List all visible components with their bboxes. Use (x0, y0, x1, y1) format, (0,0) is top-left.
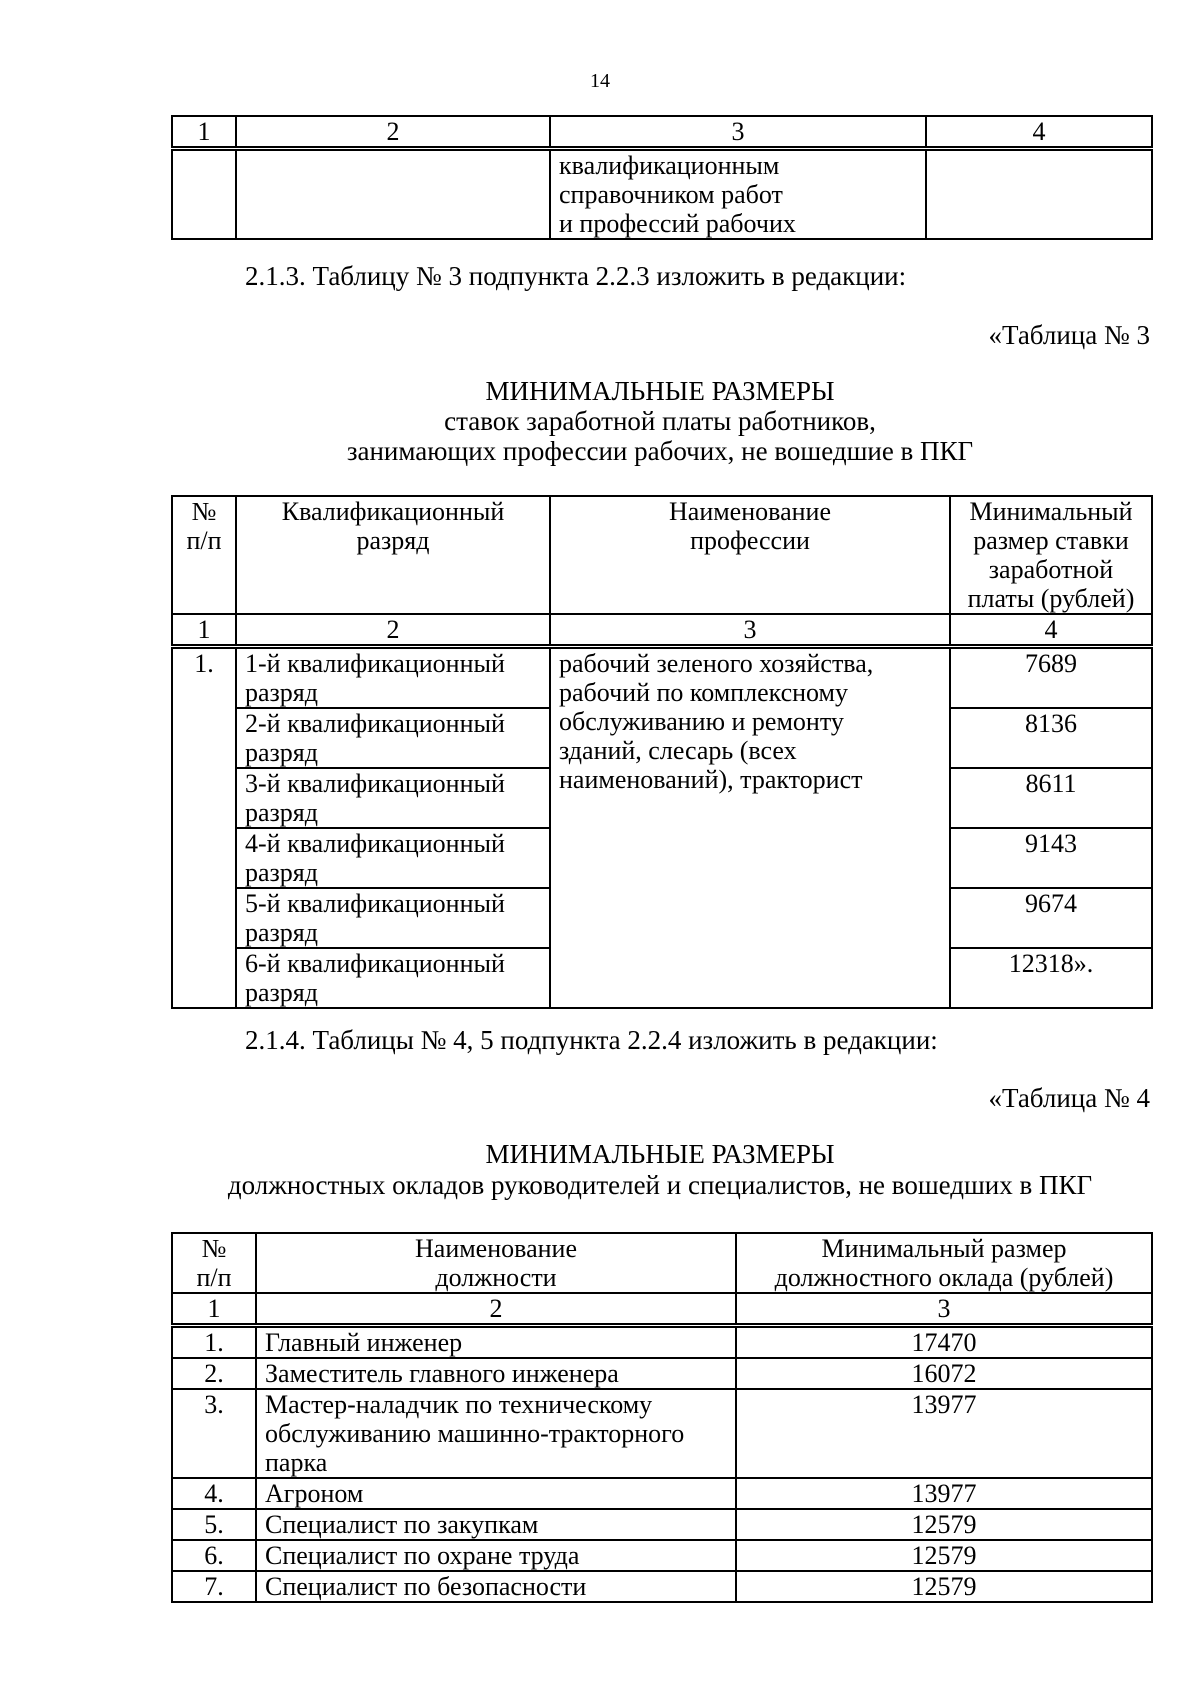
position-cell: Заместитель главного инженера (256, 1358, 736, 1389)
grade-line: разряд (245, 798, 318, 827)
col-number-cell: 2 (256, 1293, 736, 1326)
header-salary (736, 1233, 1152, 1293)
table-4 (171, 1232, 1153, 1603)
header-line: Минимальный (969, 497, 1133, 526)
header-line: № (191, 497, 217, 526)
col-number-cell: 3 (736, 1293, 1152, 1326)
salary-cell: 17470 (736, 1326, 1152, 1359)
rate-cell: 12318». (950, 948, 1152, 1008)
grade-line: 5-й квалификационный (245, 889, 505, 918)
profession-line: обслуживанию и ремонту (559, 707, 844, 736)
position-line: Мастер-наладчик по техническому (265, 1390, 653, 1419)
col-number-cell: 3 (550, 614, 950, 647)
position-cell (256, 1389, 736, 1478)
col-number-cell: 4 (926, 116, 1152, 149)
grade-cell (236, 828, 550, 888)
col-number-cell: 1 (172, 1293, 256, 1326)
rate-cell: 7689 (950, 647, 1152, 709)
header-line: должностного оклада (рублей) (774, 1263, 1114, 1292)
rate-cell: 8611 (950, 768, 1152, 828)
position-line: обслуживанию машинно-тракторного (265, 1419, 685, 1448)
empty-cell (926, 149, 1152, 240)
header-line: п/п (186, 526, 222, 555)
grade-line: разряд (245, 978, 318, 1007)
col-number-cell: 3 (550, 116, 926, 149)
cell-line: квалификационным (559, 151, 780, 180)
salary-cell: 12579 (736, 1571, 1152, 1602)
profession-cell (550, 647, 950, 1009)
table-3-label: «Таблица № 3 (988, 320, 1150, 350)
grade-line: разряд (245, 918, 318, 947)
grade-line: 2-й квалификационный (245, 709, 505, 738)
row-number-cell: 5. (172, 1509, 256, 1540)
cell-line: и профессий рабочих (559, 209, 796, 238)
position-cell: Главный инженер (256, 1326, 736, 1359)
header-line: п/п (196, 1263, 232, 1292)
paragraph-2-1-4: 2.1.4. Таблицы № 4, 5 подпункта 2.2.4 изложить в редакции: (245, 1025, 938, 1055)
header-line: Квалификационный (281, 497, 505, 526)
table-4-label: «Таблица № 4 (988, 1083, 1150, 1113)
grade-cell (236, 647, 550, 709)
header-line: № (201, 1234, 227, 1263)
row-number-cell: 1. (172, 1326, 256, 1359)
header-line: должности (435, 1263, 557, 1292)
header-rate (950, 496, 1152, 614)
empty-cell (236, 149, 550, 240)
grade-line: 1-й квалификационный (245, 649, 505, 678)
col-number-cell: 1 (172, 116, 236, 149)
cell-line: справочником работ (559, 180, 783, 209)
grade-cell (236, 708, 550, 768)
header-profession (550, 496, 950, 614)
grade-line: 4-й квалификационный (245, 829, 505, 858)
row-number-cell: 1. (172, 647, 236, 1009)
row-number-cell: 2. (172, 1358, 256, 1389)
position-cell: Специалист по безопасности (256, 1571, 736, 1602)
continuation-table (171, 115, 1153, 240)
table-4-subtitle: должностных окладов руководителей и специалистов, не вошедших в ПКГ (227, 1170, 1093, 1200)
rate-cell: 8136 (950, 708, 1152, 768)
grade-cell (236, 948, 550, 1008)
table-3-subtitle-line: занимающих профессии рабочих, не вошедшие в ПКГ (346, 436, 974, 466)
profession-line: рабочий зеленого хозяйства, (559, 649, 874, 678)
profession-line: зданий, слесарь (всех (559, 736, 797, 765)
salary-cell: 13977 (736, 1389, 1152, 1478)
header-position (256, 1233, 736, 1293)
header-line: разряд (356, 526, 430, 555)
empty-cell (172, 149, 236, 240)
row-number-cell: 7. (172, 1571, 256, 1602)
salary-cell: 12579 (736, 1540, 1152, 1571)
grade-line: разряд (245, 738, 318, 767)
paragraph-2-1-3: 2.1.3. Таблицу № 3 подпункта 2.2.3 изложить в редакции: (245, 261, 907, 291)
grade-cell (236, 768, 550, 828)
profession-line: рабочий по комплексному (559, 678, 849, 707)
col-number-cell: 4 (950, 614, 1152, 647)
grade-line: разряд (245, 858, 318, 887)
position-line: парка (265, 1448, 328, 1477)
header-line: профессии (690, 526, 810, 555)
header-line: Минимальный размер (821, 1234, 1067, 1263)
position-cell: Агроном (256, 1478, 736, 1509)
grade-cell (236, 888, 550, 948)
grade-line: 3-й квалификационный (245, 769, 505, 798)
grade-line: разряд (245, 678, 318, 707)
salary-cell: 16072 (736, 1358, 1152, 1389)
header-line: платы (рублей) (967, 584, 1135, 613)
position-cell: Специалист по охране труда (256, 1540, 736, 1571)
profession-line: наименований), тракторист (559, 765, 863, 794)
col-number-cell: 1 (172, 614, 236, 647)
header-grade (236, 496, 550, 614)
grade-line: 6-й квалификационный (245, 949, 505, 978)
row-number-cell: 3. (172, 1389, 256, 1478)
header-number (172, 496, 236, 614)
rate-cell: 9143 (950, 828, 1152, 888)
table-3-subtitle-line: ставок заработной платы работников, (444, 406, 876, 436)
position-cell: Специалист по закупкам (256, 1509, 736, 1540)
salary-cell: 12579 (736, 1509, 1152, 1540)
table-3 (171, 495, 1153, 1009)
header-line: размер ставки (973, 526, 1129, 555)
header-line: Наименование (415, 1234, 577, 1263)
header-number (172, 1233, 256, 1293)
col-number-cell: 2 (236, 614, 550, 647)
header-line: заработной (988, 555, 1114, 584)
col-number-cell: 2 (236, 116, 550, 149)
table-3-title: МИНИМАЛЬНЫЕ РАЗМЕРЫ (485, 376, 835, 406)
row-number-cell: 4. (172, 1478, 256, 1509)
qualification-text-cell (550, 149, 926, 240)
row-number-cell: 6. (172, 1540, 256, 1571)
salary-cell: 13977 (736, 1478, 1152, 1509)
page-number: 14 (590, 70, 610, 92)
header-line: Наименование (669, 497, 831, 526)
table-4-title: МИНИМАЛЬНЫЕ РАЗМЕРЫ (485, 1139, 835, 1169)
rate-cell: 9674 (950, 888, 1152, 948)
